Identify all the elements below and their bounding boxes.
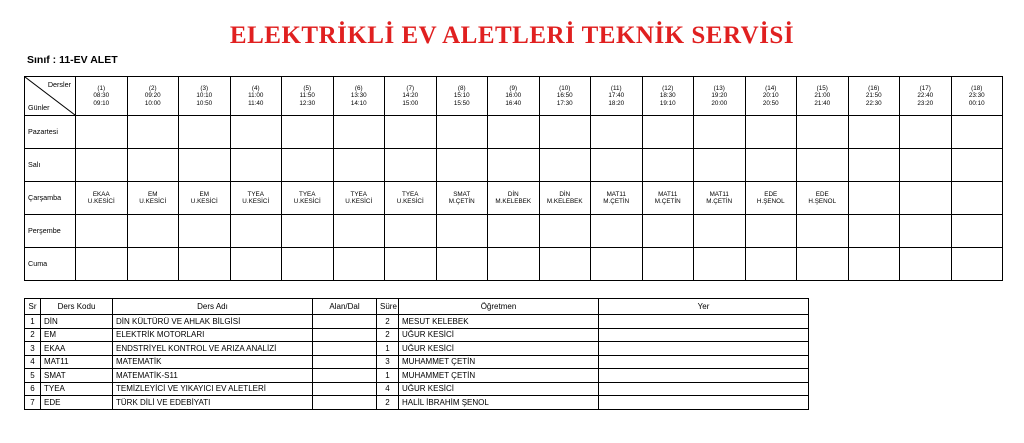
period-n: (14) [765,84,777,92]
legend-place [599,342,809,356]
period-header [797,77,849,116]
period-n: (3) [200,84,209,92]
schedule-table [24,76,1003,281]
schedule-cell [951,248,1003,281]
schedule-cell [745,215,797,248]
lesson-teacher: U.KESİCİ [190,198,218,205]
period-start: 20:10 [762,92,779,100]
legend-header-row [25,299,809,315]
schedule-cell [179,182,231,215]
schedule-cell [127,149,179,182]
legend-row [25,342,809,356]
schedule-cell [797,215,849,248]
schedule-cell [900,248,952,281]
schedule-cell [539,182,591,215]
schedule-cell [488,248,540,281]
day-name: Cuma [25,248,76,281]
schedule-cell [539,215,591,248]
schedule-cell [488,182,540,215]
period-start: 13:30 [350,92,367,100]
schedule-cell [127,182,179,215]
legend-header-alan: Alan/Dal [313,299,377,315]
legend-place [599,369,809,383]
legend-teacher: UĞUR KESİCİ [399,342,599,356]
period-end: 09:10 [93,99,110,107]
schedule-cell [951,149,1003,182]
schedule-cell [230,116,282,149]
schedule-cell [282,248,334,281]
schedule-cell [179,248,231,281]
period-start: 18:30 [659,92,676,100]
schedule-cell [333,248,385,281]
lesson-teacher: M.ÇETİN [706,198,733,205]
legend-code: TYEA [41,382,113,396]
legend-hours: 2 [377,315,399,329]
lesson-teacher: M.ÇETİN [448,198,475,205]
schedule-cell [591,116,643,149]
lesson-teacher: H.ŞENOL [756,198,785,205]
schedule-cell [848,248,900,281]
day-name: Salı [25,149,76,182]
schedule-cell [900,215,952,248]
lesson-teacher: U.KESİCİ [345,198,373,205]
schedule-cell [436,116,488,149]
schedule-cell [642,149,694,182]
period-start: 21:50 [865,92,882,100]
schedule-cell [694,248,746,281]
lesson-code: SMAT [453,190,471,198]
period-end: 14:10 [350,99,367,107]
lesson-teacher: U.KESİCİ [87,198,115,205]
schedule-cell [642,116,694,149]
schedule-cell [848,182,900,215]
lesson-code: DİN [559,190,571,198]
schedule-cell [76,116,128,149]
legend-hours: 3 [377,355,399,369]
lesson-teacher: U.KESİCİ [139,198,167,205]
period-end: 10:00 [144,99,161,107]
legend-sr: 7 [25,396,41,410]
period-header [488,77,540,116]
period-start: 14:20 [402,92,419,100]
period-header [385,77,437,116]
schedule-cell [797,248,849,281]
class-label: Sınıf : 11-EV ALET [27,54,118,66]
schedule-cell [76,215,128,248]
period-end: 19:10 [659,99,676,107]
schedule-cell [385,215,437,248]
lesson-code: TYEA [247,190,264,198]
legend-sr: 2 [25,328,41,342]
period-end: 15:50 [453,99,470,107]
legend-name: ELEKTRİK MOTORLARI [113,328,313,342]
legend-place [599,355,809,369]
legend-alan [313,355,377,369]
period-header [230,77,282,116]
period-header [282,77,334,116]
page-title: ELEKTRİKLİ EV ALETLERİ TEKNİK SERVİSİ [229,22,795,49]
schedule-cell [745,182,797,215]
legend-name: DİN KÜLTÜRÜ VE AHLAK BİLGİSİ [113,315,313,329]
legend-header-sr: Sr [25,299,41,315]
schedule-cell [76,182,128,215]
lesson-code: TYEA [350,190,367,198]
period-header [333,77,385,116]
schedule-cell [848,149,900,182]
schedule-cell [797,182,849,215]
period-start: 10:10 [196,92,213,100]
legend-alan [313,382,377,396]
period-start: 08:30 [93,92,110,100]
period-end: 16:40 [505,99,522,107]
legend-name: TÜRK DİLİ VE EDEBİYATI [113,396,313,410]
schedule-cell [179,116,231,149]
period-header [76,77,128,116]
lesson-teacher: U.KESİCİ [242,198,270,205]
legend-row [25,315,809,329]
schedule-cell [848,215,900,248]
period-n: (8) [457,84,466,92]
legend-teacher: MUHAMMET ÇETİN [399,355,599,369]
period-header [642,77,694,116]
legend-row [25,369,809,383]
legend-alan [313,396,377,410]
legend-alan [313,315,377,329]
period-header [951,77,1003,116]
day-name: Pazartesi [25,116,76,149]
course-legend-table [24,298,809,410]
day-row [25,215,1003,248]
legend-code: EKAA [41,342,113,356]
period-n: (7) [406,84,415,92]
schedule-cell [333,149,385,182]
period-header [591,77,643,116]
schedule-cell [951,116,1003,149]
legend-hours: 2 [377,328,399,342]
period-header [745,77,797,116]
schedule-cell [282,116,334,149]
schedule-cell [385,248,437,281]
schedule-cell [230,182,282,215]
period-header [848,77,900,116]
schedule-cell [591,215,643,248]
schedule-cell [848,116,900,149]
legend-teacher: HALİL İBRAHİM ŞENOL [399,396,599,410]
period-end: 17:30 [556,99,573,107]
legend-name: MATEMATİK [113,355,313,369]
legend-teacher: MESUT KELEBEK [399,315,599,329]
period-header [179,77,231,116]
legend-hours: 1 [377,342,399,356]
lesson-teacher: M.KELEBEK [495,198,532,205]
schedule-cell [591,248,643,281]
legend-sr: 4 [25,355,41,369]
legend-header-teacher: Öğretmen [399,299,599,315]
schedule-cell [230,215,282,248]
schedule-cell [591,182,643,215]
schedule-cell [436,248,488,281]
schedule-cell [694,149,746,182]
schedule-cell [694,116,746,149]
legend-name: ENDSTRİYEL KONTROL VE ARIZA ANALİZİ [113,342,313,356]
schedule-cell [230,248,282,281]
schedule-cell [333,116,385,149]
legend-hours: 2 [377,396,399,410]
lesson-code: MAT11 [709,190,729,198]
period-start: 09:20 [144,92,161,100]
legend-sr: 5 [25,369,41,383]
schedule-cell [436,215,488,248]
period-n: (13) [713,84,725,92]
lesson-teacher: H.ŞENOL [808,198,837,205]
period-n: (2) [148,84,157,92]
period-start: 21:00 [814,92,831,100]
period-header [436,77,488,116]
schedule-cell [951,182,1003,215]
lesson-code: DİN [507,190,519,198]
schedule-cell [797,116,849,149]
period-start: 17:40 [608,92,625,100]
legend-code: SMAT [41,369,113,383]
period-end: 12:30 [299,99,316,107]
period-start: 15:10 [453,92,470,100]
schedule-cell [488,149,540,182]
schedule-cell [127,248,179,281]
schedule-header-row [25,77,1003,116]
schedule-cell [539,149,591,182]
schedule-cell [333,215,385,248]
legend-header-hours: Süre [377,299,399,315]
legend-teacher: MUHAMMET ÇETİN [399,369,599,383]
period-n: (5) [303,84,312,92]
schedule-cell [591,149,643,182]
day-row [25,149,1003,182]
corner-periods-label: Dersler [47,80,71,89]
period-header [900,77,952,116]
period-header [539,77,591,116]
day-name: Çarşamba [25,182,76,215]
schedule-cell [333,182,385,215]
period-n: (16) [868,84,880,92]
day-row [25,116,1003,149]
day-row [25,248,1003,281]
schedule-cell [282,182,334,215]
schedule-cell [642,182,694,215]
schedule-cell [488,116,540,149]
legend-teacher: UĞUR KESİCİ [399,382,599,396]
period-start: 11:50 [299,92,315,100]
lesson-code: EDE [815,190,829,198]
period-end: 20:50 [762,99,779,107]
schedule-cell [127,215,179,248]
schedule-cell [539,116,591,149]
legend-sr: 6 [25,382,41,396]
period-end: 20:00 [711,99,728,107]
period-start: 19:20 [711,92,728,100]
schedule-cell [76,149,128,182]
legend-name: MATEMATİK-S11 [113,369,313,383]
schedule-cell [385,116,437,149]
period-start: 23:30 [968,92,985,100]
schedule-cell [282,215,334,248]
lesson-code: EKAA [92,190,110,198]
schedule-cell [385,182,437,215]
period-n: (1) [97,84,106,92]
period-n: (11) [610,84,622,92]
period-end: 11:40 [248,99,264,107]
lesson-code: EM [199,190,209,198]
period-n: (15) [816,84,828,92]
period-start: 11:00 [248,92,264,100]
period-n: (17) [919,84,931,92]
corner-days-label: Günler [28,102,50,112]
legend-sr: 3 [25,342,41,356]
period-start: 16:50 [556,92,573,100]
lesson-code: TYEA [299,190,316,198]
period-start: 22:40 [917,92,934,100]
period-n: (4) [251,84,260,92]
period-end: 22:30 [865,99,882,107]
legend-alan [313,342,377,356]
schedule-cell [282,149,334,182]
legend-teacher: UĞUR KESİCİ [399,328,599,342]
lesson-teacher: M.KELEBEK [546,198,583,205]
period-end: 10:50 [196,99,213,107]
legend-hours: 1 [377,369,399,383]
legend-row [25,328,809,342]
schedule-cell [385,149,437,182]
period-n: (6) [354,84,363,92]
period-start: 16:00 [505,92,522,100]
schedule-cell [488,215,540,248]
legend-place [599,382,809,396]
schedule-cell [642,215,694,248]
schedule-cell [127,116,179,149]
period-n: (10) [559,84,571,92]
schedule-corner-cell [25,77,76,116]
schedule-cell [900,182,952,215]
legend-hours: 4 [377,382,399,396]
day-row [25,182,1003,215]
period-n: (12) [662,84,674,92]
schedule-cell [436,182,488,215]
legend-alan [313,369,377,383]
day-name: Perşembe [25,215,76,248]
legend-place [599,328,809,342]
period-end: 21:40 [814,99,831,107]
lesson-teacher: U.KESİCİ [293,198,321,205]
period-n: (18) [971,84,983,92]
legend-alan [313,328,377,342]
legend-code: DİN [41,315,113,329]
legend-place [599,315,809,329]
schedule-cell [694,182,746,215]
schedule-cell [745,149,797,182]
lesson-code: MAT11 [658,190,678,198]
legend-row [25,355,809,369]
schedule-cell [642,248,694,281]
schedule-cell [900,116,952,149]
schedule-cell [436,149,488,182]
lesson-code: TYEA [402,190,419,198]
schedule-cell [694,215,746,248]
period-end: 00:10 [968,99,985,107]
legend-header-code: Ders Kodu [41,299,113,315]
legend-header-place: Yer [599,299,809,315]
legend-code: EM [41,328,113,342]
legend-code: EDE [41,396,113,410]
schedule-cell [230,149,282,182]
lesson-code: EDE [764,190,778,198]
schedule-cell [179,149,231,182]
period-end: 23:20 [917,99,934,107]
schedule-cell [76,248,128,281]
period-n: (9) [509,84,518,92]
period-end: 15:00 [402,99,419,107]
period-header [127,77,179,116]
lesson-code: EM [148,190,158,198]
schedule-cell [539,248,591,281]
legend-row [25,382,809,396]
lesson-teacher: U.KESİCİ [396,198,424,205]
schedule-cell [745,116,797,149]
schedule-cell [900,149,952,182]
schedule-cell [745,248,797,281]
period-end: 18:20 [608,99,625,107]
legend-place [599,396,809,410]
lesson-teacher: M.ÇETİN [603,198,630,205]
legend-name: TEMİZLEYİCİ VE YIKAYICI EV ALETLERİ [113,382,313,396]
legend-row [25,396,809,410]
period-header [694,77,746,116]
legend-sr: 1 [25,315,41,329]
lesson-code: MAT11 [606,190,626,198]
schedule-cell [179,215,231,248]
lesson-teacher: M.ÇETİN [654,198,681,205]
legend-header-name: Ders Adı [113,299,313,315]
legend-code: MAT11 [41,355,113,369]
schedule-cell [951,215,1003,248]
schedule-cell [797,149,849,182]
